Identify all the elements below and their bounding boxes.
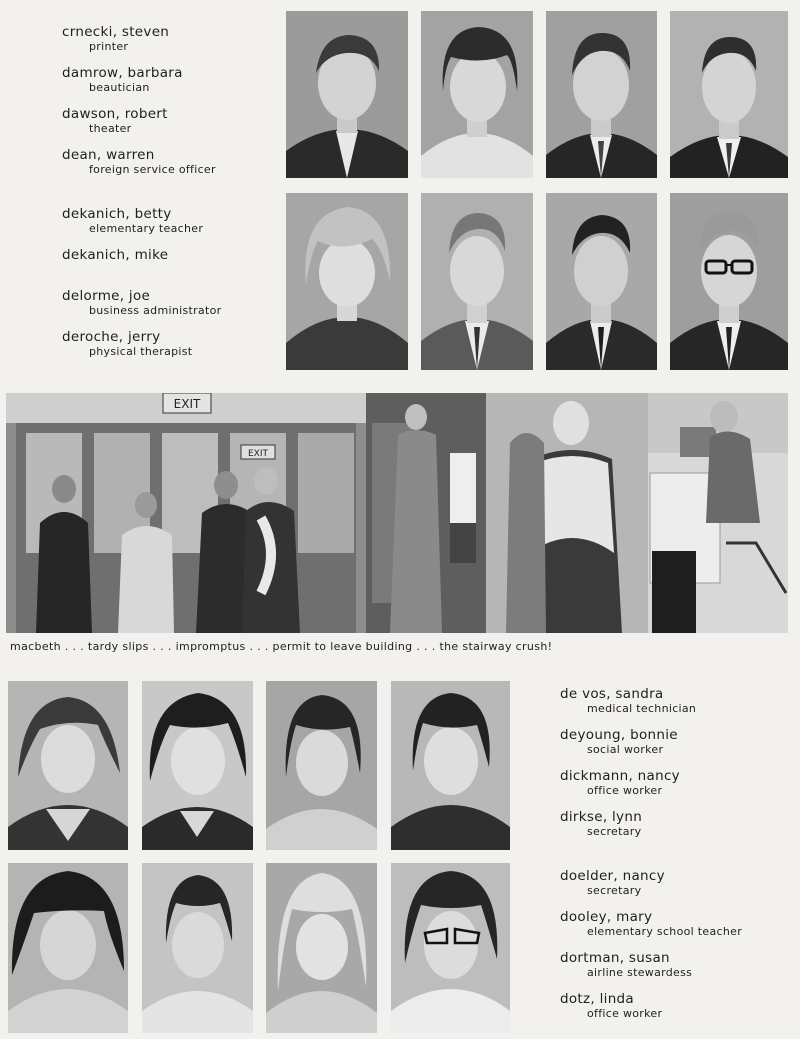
senior-entry [62, 24, 169, 54]
senior-entry [62, 329, 192, 359]
senior-entry [560, 809, 642, 839]
bottom-name-list [560, 686, 795, 1026]
student-name: dekanich, betty [62, 206, 172, 222]
student-name: dean, warren [62, 147, 155, 163]
senior-entry [560, 686, 696, 716]
candid-hallway-photo [6, 393, 788, 633]
portrait-photo [286, 11, 408, 178]
photo-caption: macbeth . . . tardy slips . . . impromptus . . . permit to leave building . . . the stairway crush! [10, 640, 553, 653]
portrait-photo [142, 863, 253, 1033]
exit-sign: EXIT [173, 397, 201, 411]
career-goal: theater [89, 122, 132, 135]
career-goal: beautician [89, 81, 150, 94]
career-goal: airline stewardess [587, 966, 693, 979]
portrait-photo [391, 863, 510, 1033]
senior-entry [560, 727, 678, 757]
career-goal: social worker [587, 743, 664, 756]
career-goal: secretary [587, 884, 642, 897]
career-goal: business administrator [89, 304, 222, 317]
senior-entry [62, 65, 183, 95]
senior-entry [560, 768, 680, 798]
student-name: damrow, barbara [62, 65, 183, 81]
career-goal: physical therapist [89, 345, 193, 358]
portrait-photo [670, 193, 788, 370]
senior-entry [62, 247, 168, 263]
student-name: delorme, joe [62, 288, 151, 304]
student-name: de vos, sandra [560, 686, 664, 702]
student-name: dortman, susan [560, 950, 670, 966]
student-name: dawson, robert [62, 106, 168, 122]
student-name: dirkse, lynn [560, 809, 643, 825]
portrait-photo [286, 193, 408, 370]
portrait-photo [266, 863, 377, 1033]
portrait-photo [266, 681, 377, 850]
student-name: deroche, jerry [62, 329, 161, 345]
portrait-photo [391, 681, 510, 850]
senior-entry [62, 106, 168, 136]
senior-entry [62, 206, 203, 236]
exit-sign: EXIT [247, 449, 269, 459]
portrait-photo [421, 193, 533, 370]
career-goal: office worker [587, 784, 663, 797]
career-goal: elementary school teacher [587, 925, 743, 938]
career-goal: medical technician [587, 702, 697, 715]
portrait-photo [8, 681, 128, 850]
portrait-photo [546, 11, 657, 178]
student-name: crnecki, steven [62, 24, 170, 40]
student-name: deyoung, bonnie [560, 727, 678, 743]
portrait-photo [142, 681, 253, 850]
career-goal: office worker [587, 1007, 663, 1020]
portrait-photo [8, 863, 128, 1033]
student-name: dekanich, mike [62, 247, 169, 263]
career-goal: printer [89, 40, 129, 53]
student-name: doelder, nancy [560, 868, 665, 884]
senior-entry [62, 288, 221, 318]
portrait-photo [421, 11, 533, 178]
senior-entry [560, 950, 692, 980]
senior-entry [62, 147, 216, 177]
career-goal: foreign service officer [89, 163, 216, 176]
senior-entry [560, 868, 665, 898]
top-name-list [62, 24, 277, 369]
senior-entry [560, 909, 742, 939]
portrait-photo [670, 11, 788, 178]
student-name: dooley, mary [560, 909, 653, 925]
portrait-photo [546, 193, 657, 370]
career-goal: secretary [587, 825, 642, 838]
career-goal: elementary teacher [89, 222, 204, 235]
senior-entry [560, 991, 662, 1021]
student-name: dotz, linda [560, 991, 634, 1007]
student-name: dickmann, nancy [560, 768, 680, 784]
